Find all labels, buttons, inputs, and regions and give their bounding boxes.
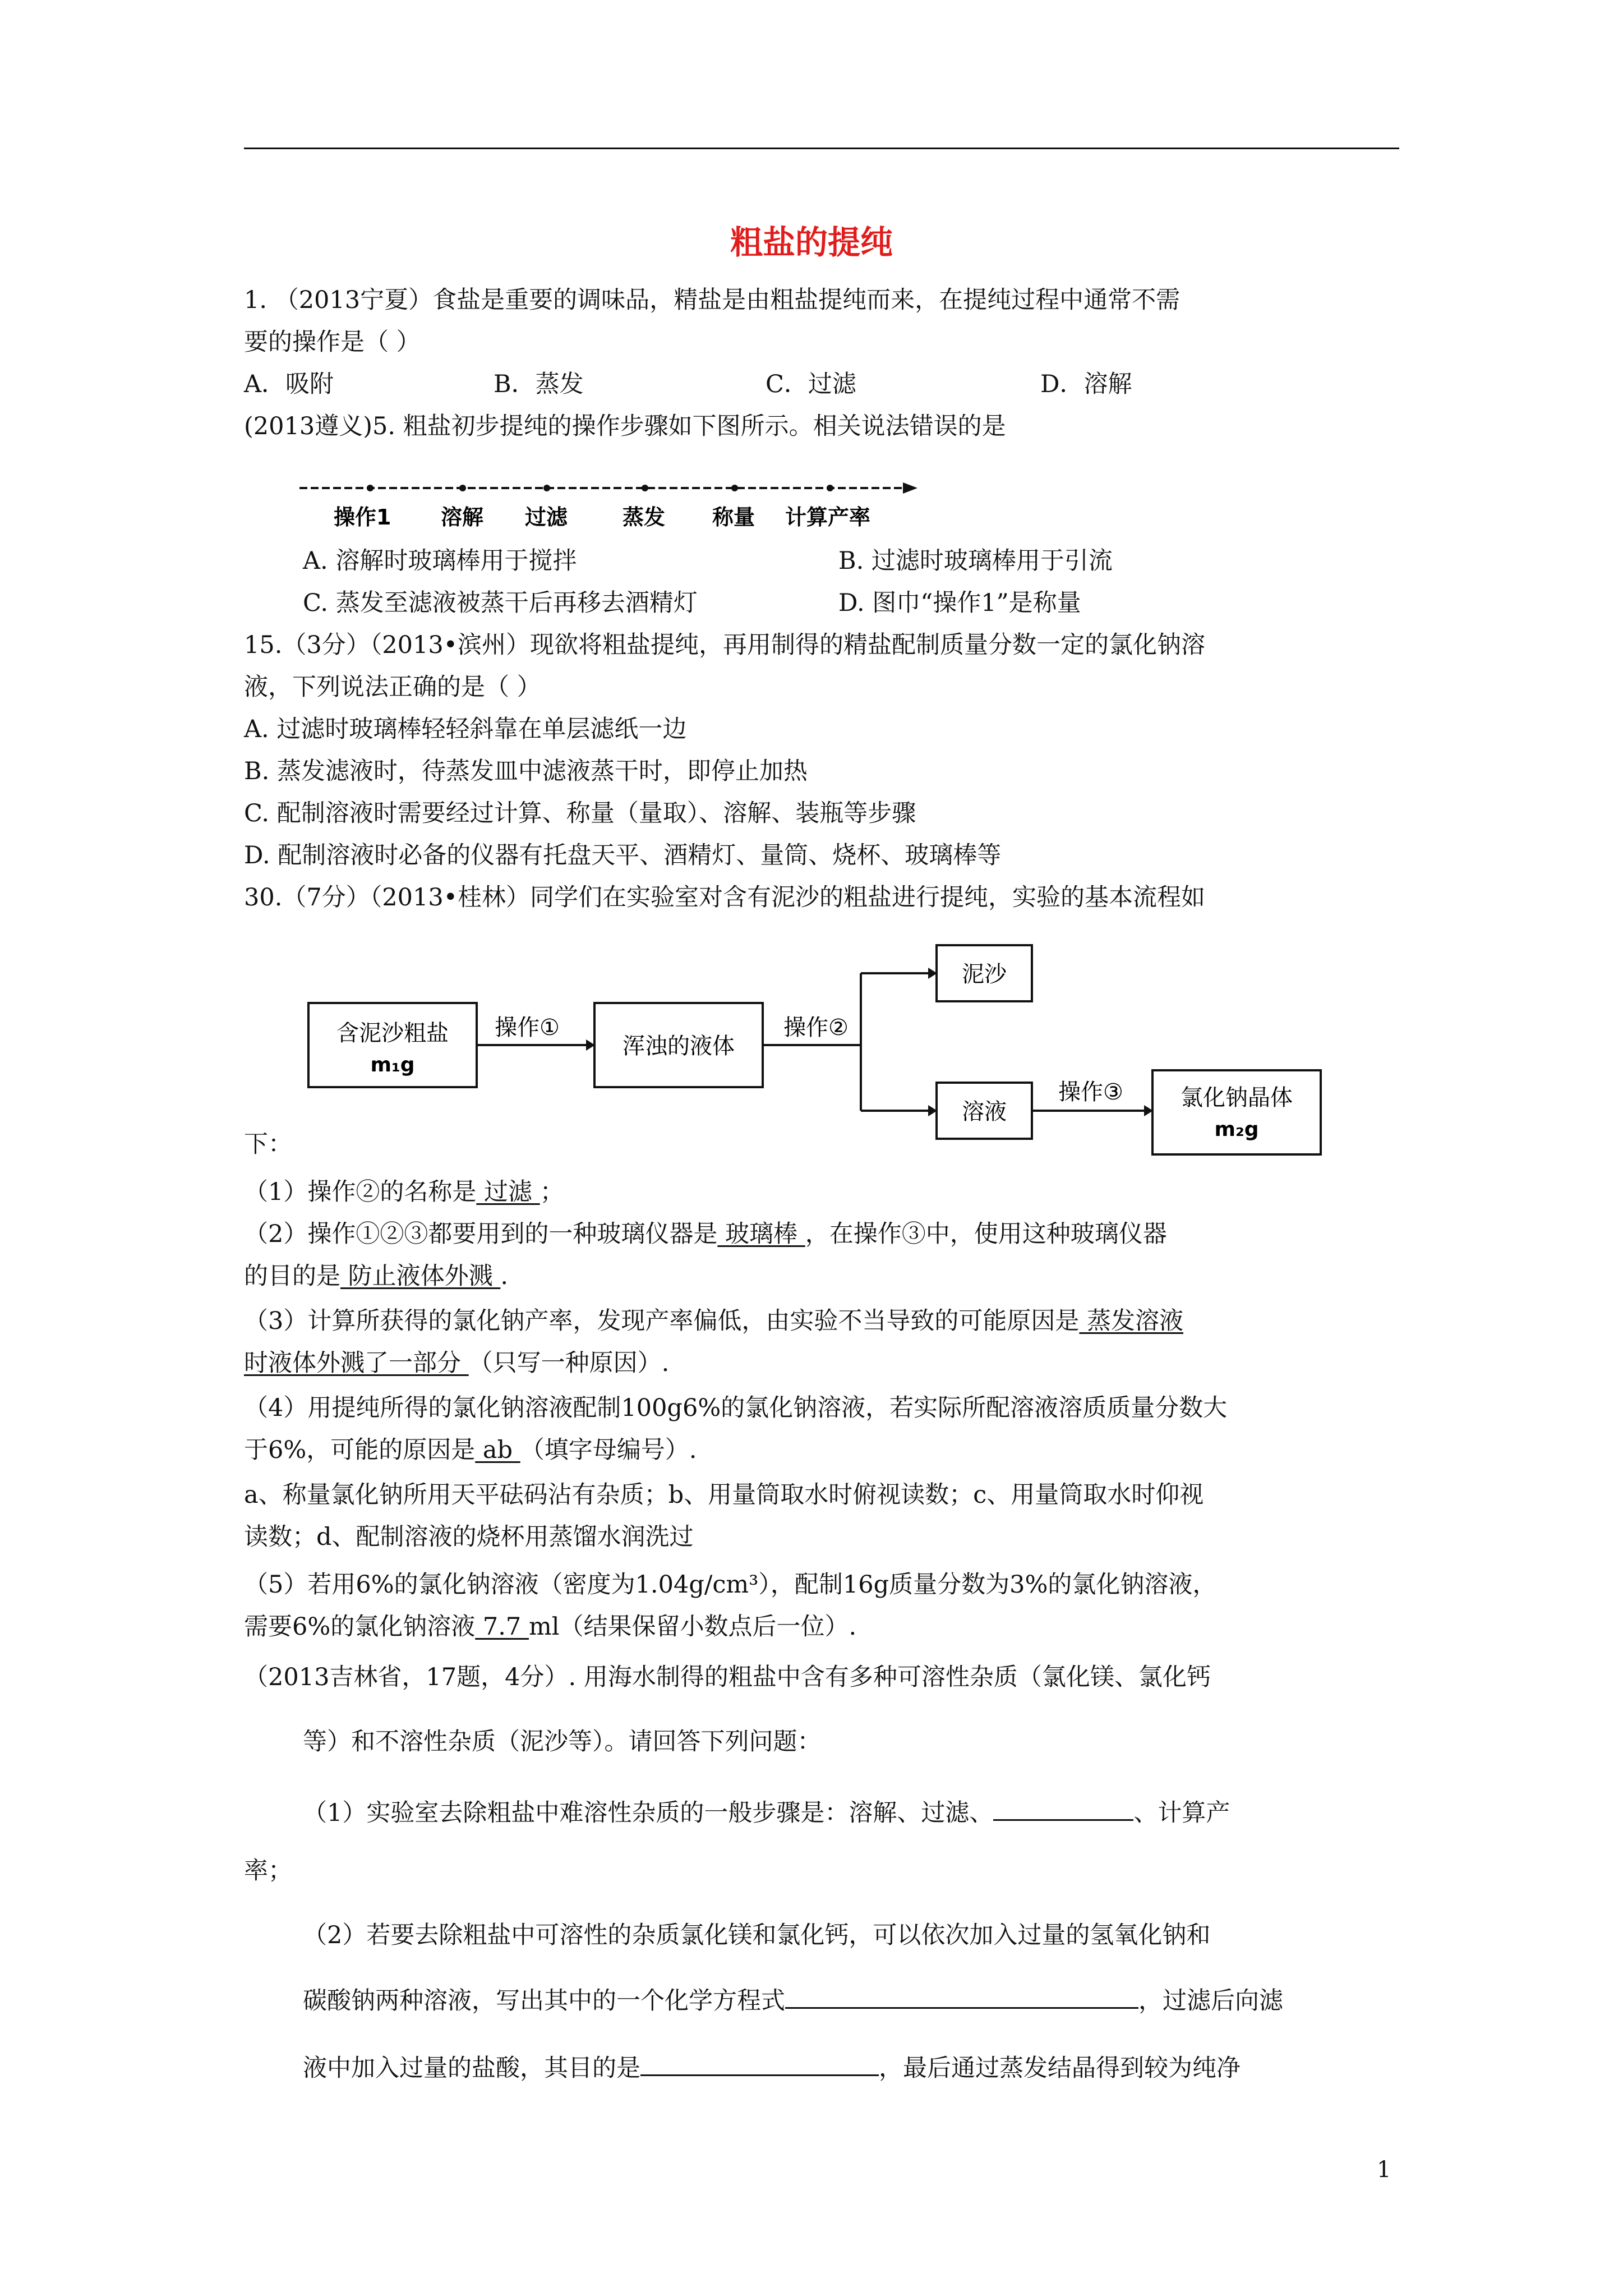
- q5-blank-1[interactable]: [993, 1798, 1133, 1821]
- q4-stem: 30.（7分）（2013•桂林）同学们在实验室对含有泥沙的粗盐进行提纯，实验的基本流程如: [244, 884, 1206, 912]
- flow-box4-label: 溶液: [962, 1099, 1007, 1125]
- q5-part1-end: 率；: [244, 1857, 292, 1885]
- q5-stem1: （2013吉林省，17题，4分）. 用海水制得的粗盐中含有多种可溶性杂质（氯化镁、氯化钙: [244, 1663, 1211, 1691]
- page-number: 1: [1377, 2157, 1391, 2183]
- q2-step-dot: [367, 485, 374, 491]
- q2-step-diagram: [297, 466, 920, 533]
- q4-flow-diagram: [306, 937, 1332, 1161]
- flow-box1-mass: m₁g: [370, 1053, 415, 1076]
- q2-step-label: 蒸发: [623, 505, 666, 530]
- q1-option-a: A．吸附: [244, 370, 334, 398]
- q2-step-label: 操作1: [334, 505, 391, 530]
- q4-answer-5: 7.7: [475, 1613, 529, 1641]
- q4-part4-line2: 于6%，可能的原因是 ab （填字母编号）.: [244, 1436, 697, 1464]
- flow-box5-mass: m₂g: [1214, 1118, 1259, 1141]
- q4-part4-options2: 读数；d、配制溶液的烧杯用蒸馏水润洗过: [244, 1523, 694, 1551]
- q4-part4-line1: （4）用提纯所得的氯化钠溶液配制100g6%的氯化钠溶液，若实际所配溶液溶质质量分数大: [244, 1394, 1228, 1422]
- flow-op1-label: 操作①: [495, 1015, 560, 1041]
- q4-answer-3b: 时液体外溅了一部分: [244, 1349, 469, 1377]
- q3-line1: 15.（3分）（2013•滨州）现欲将粗盐提纯，再用制得的精盐配制质量分数一定的氯化钠溶: [244, 631, 1206, 659]
- q4-answer-4: ab: [475, 1436, 520, 1464]
- header-rule: [244, 148, 1399, 149]
- q2-step-arrow-head: [903, 482, 917, 494]
- flow-op2-label: 操作②: [783, 1015, 849, 1041]
- q4-part4-options1: a、称量氯化钠所用天平砝码沾有杂质；b、用量筒取水时俯视读数；c、用量筒取水时仰视: [244, 1481, 1204, 1509]
- q5-blank-3[interactable]: [640, 2053, 879, 2076]
- q2-stem: (2013遵义)5. 粗盐初步提纯的操作步骤如下图所示。相关说法错误的是: [244, 412, 1006, 440]
- q3-option-b: B. 蒸发滤液时，待蒸发皿中滤液蒸干时，即停止加热: [244, 757, 808, 785]
- q2-option-a: A. 溶解时玻璃棒用于搅拌: [303, 547, 577, 575]
- flow-box-nacl-crystal: [1152, 1070, 1321, 1154]
- q2-step-label: 计算产率: [785, 505, 871, 530]
- q2-step-label: 溶解: [441, 505, 484, 530]
- q4-answer-2: 玻璃棒: [717, 1220, 805, 1248]
- q5-part2-line1: （2）若要去除粗盐中可溶性的杂质氯化镁和氯化钙，可以依次加入过量的氢氧化钠和: [303, 1921, 1211, 1949]
- q1-line1: 1. （2013宁夏）食盐是重要的调味品，精盐是由粗盐提纯而来，在提纯过程中通常不需: [244, 286, 1181, 314]
- q2-step-dot: [642, 485, 648, 491]
- q3-option-a: A. 过滤时玻璃棒轻轻斜靠在单层滤纸一边: [244, 715, 687, 743]
- q2-step-dot: [827, 485, 833, 491]
- q4-part3b: 时液体外溅了一部分 （只写一种原因）.: [244, 1349, 670, 1377]
- flow-box1-label: 含泥沙粗盐: [336, 1020, 449, 1046]
- q5-blank-2[interactable]: [785, 1986, 1138, 2009]
- q2-option-b: B. 过滤时玻璃棒用于引流: [838, 547, 1113, 575]
- q3-line2: 液，下列说法正确的是（ ）: [244, 673, 541, 701]
- q2-option-c: C. 蒸发至滤液被蒸干后再移去酒精灯: [303, 589, 698, 617]
- q4-part2: （2）操作①②③都要用到的一种玻璃仪器是 玻璃棒 ，在操作③中，使用这种玻璃仪器: [244, 1220, 1167, 1248]
- q5-part2-line2: 碳酸钠两种溶液，写出其中的一个化学方程式 ，过滤后向滤: [303, 1987, 1283, 2015]
- q2-step-label: 过滤: [525, 505, 568, 530]
- q5-part2-line3: 液中加入过量的盐酸，其目的是 ，最后通过蒸发结晶得到较为纯净: [303, 2054, 1241, 2082]
- q4-part5-line2: 需要6%的氯化钠溶液 7.7 ml（结果保留小数点后一位）.: [244, 1613, 857, 1641]
- q5-stem2: 等）和不溶性杂质（泥沙等）。请回答下列问题：: [303, 1728, 822, 1756]
- q2-option-d: D. 图巾“操作1”是称量: [838, 589, 1081, 617]
- flow-box3-label: 泥沙: [962, 961, 1007, 987]
- q3-option-c: C. 配制溶液时需要经过计算、称量（量取）、溶解、装瓶等步骤: [244, 799, 916, 827]
- q4-part3: （3）计算所获得的氯化钠产率，发现产率偏低，由实验不当导致的可能原因是 蒸发溶液: [244, 1307, 1184, 1335]
- q4-answer-2b: 防止液体外溅: [340, 1262, 501, 1290]
- page-title: 粗盐的提纯: [730, 223, 893, 261]
- q1-line2: 要的操作是（ ）: [244, 328, 421, 356]
- flow-op3-label: 操作③: [1058, 1079, 1123, 1105]
- q4-part1: （1）操作②的名称是 过滤 ；: [244, 1178, 564, 1206]
- q4-answer-3a: 蒸发溶液: [1079, 1307, 1184, 1335]
- q1-option-d: D．溶解: [1040, 370, 1132, 398]
- q2-step-dot: [459, 485, 466, 491]
- flow-box5-label: 氯化钠晶体: [1181, 1085, 1293, 1111]
- q4-stem-end: 下：: [244, 1130, 292, 1158]
- q4-answer-1: 过滤: [476, 1178, 540, 1206]
- q1-option-c: C．过滤: [766, 370, 856, 398]
- q3-option-d: D. 配制溶液时必备的仪器有托盘天平、酒精灯、量筒、烧杯、玻璃棒等: [244, 841, 1002, 869]
- q2-step-label: 称量: [712, 505, 755, 530]
- q4-part5-line1: （5）若用6%的氯化钠溶液（密度为1.04g/cm³），配制16g质量分数为3%的氯化钠溶液，: [244, 1571, 1217, 1599]
- q2-step-dot: [731, 485, 738, 491]
- flow-box2-label: 浑浊的液体: [623, 1033, 735, 1059]
- q1-option-b: B．蒸发: [494, 370, 584, 398]
- q5-part1: （1）实验室去除粗盐中难溶性杂质的一般步骤是：溶解、过滤、 、计算产: [303, 1799, 1230, 1827]
- q4-part2b: 的目的是 防止液体外溅 .: [244, 1262, 509, 1290]
- q2-step-dot: [543, 485, 550, 491]
